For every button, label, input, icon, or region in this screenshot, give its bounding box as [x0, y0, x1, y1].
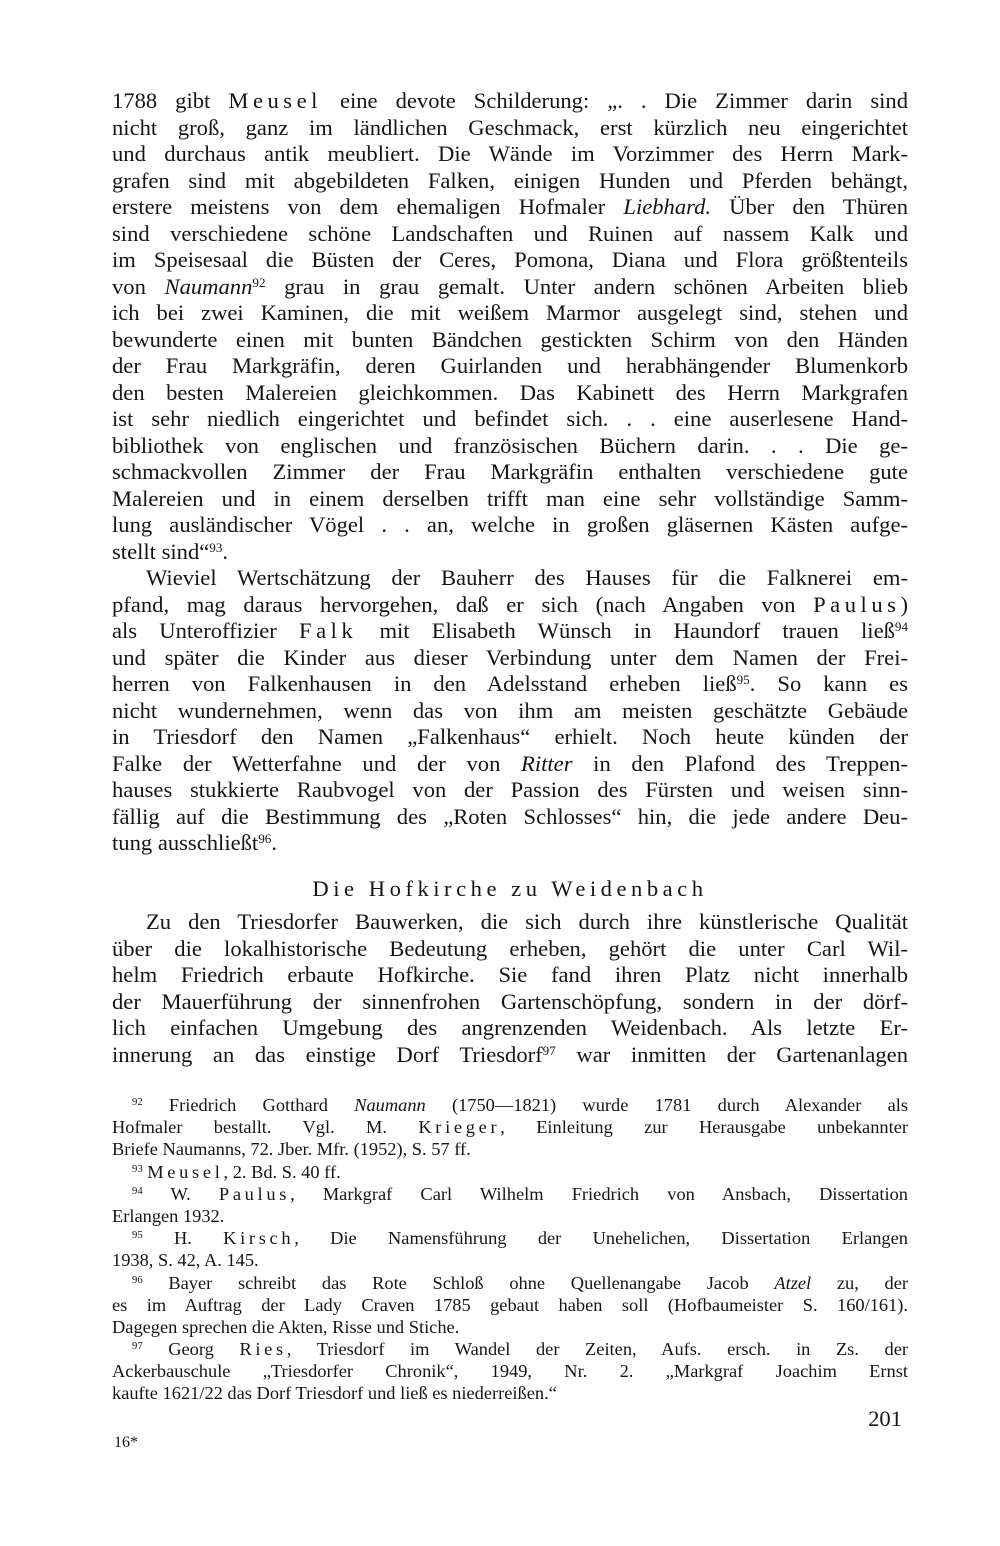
text-run: lung ausländischer Vögel . . an, welche in großen gläsernen Kästen aufge- [112, 512, 908, 537]
text-run: Dagegen sprechen die Akten, Risse und Stiche. [112, 1316, 460, 1337]
spaced-name: Krieger [418, 1117, 501, 1138]
text-run: über die lokalhistorische Bedeutung erheben, gehört die unter Carl Wil- [112, 935, 908, 961]
footnote-marker: 93 [209, 539, 223, 555]
text-run: der Mauerführung der sinnenfrohen Gartenschöpfung, sondern in der dörf- [112, 988, 908, 1014]
text-run: . [222, 538, 229, 564]
page-number: 201 [868, 1406, 902, 1431]
body-line [112, 168, 908, 195]
text-run: Ackerbauschule „Triesdorfer Chronik“, 1949, Nr. 2. „Markgraf Joachim Ernst [112, 1361, 908, 1382]
italic-name: Naumann [354, 1095, 426, 1115]
spaced-name: Paulus [218, 1183, 291, 1204]
text-run: hauses stukkierte Raubvogel von der Passion des Fürsten und weisen sinn- [112, 777, 908, 802]
body-line [112, 274, 908, 301]
text-run: . So kann es [749, 671, 908, 696]
footnote-line [112, 1094, 908, 1116]
footnote-line [112, 1338, 908, 1360]
footnote-line [112, 1183, 908, 1205]
text-run: Malereien und in einem derselben trifft man eine sehr vollständige Samm- [112, 485, 908, 511]
body-line [112, 512, 908, 539]
spaced-name: Ries [239, 1339, 287, 1360]
body-line [112, 804, 908, 831]
body-line [112, 380, 908, 407]
footnote-line [112, 1205, 908, 1227]
section-heading: Die Hofkirche zu Weidenbach [312, 876, 708, 901]
text-run: 1938, S. 42, A. 145. [112, 1250, 259, 1271]
footnote-line [112, 1161, 908, 1183]
text-run: eine devote Schilderung: „. . Die Zimmer darin sind [321, 88, 908, 113]
footnote-line [112, 1360, 908, 1382]
footnote-marker: 97 [132, 1340, 143, 1353]
text-run: und später die Kinder aus dieser Verbindung unter dem Namen der Frei- [112, 644, 908, 670]
text-run: (1750—1821) wurde 1781 durch Alexander als [425, 1095, 908, 1115]
text-run: helm Friedrich erbaute Hofkirche. Sie fand ihren Platz nicht innerhalb [112, 962, 908, 987]
footnote-marker: 95 [132, 1229, 143, 1242]
spaced-name: Meusel [228, 88, 322, 113]
italic-name: Naumann [164, 273, 253, 299]
text-run: ich bei zwei Kaminen, die mit weißem Marmor ausgelegt sind, stehen und [112, 300, 908, 325]
footnote-line [112, 1294, 908, 1316]
spaced-name: Paulus [813, 591, 901, 617]
text-run: erstere meistens von dem ehemaligen Hofmaler [112, 194, 624, 219]
body-line [112, 433, 908, 460]
italic-name: Liebhard. [623, 194, 712, 219]
footnote-line [112, 1249, 908, 1271]
italic-name: Atzel [774, 1272, 812, 1293]
text-run: kaufte 1621/22 das Dorf Triesdorf und ließ es niederreißen.“ [112, 1383, 557, 1404]
text-run: in Triesdorf den Namen „Falkenhaus“ erhielt. Noch heute künden der [112, 724, 908, 749]
body-text-section-2 [112, 909, 908, 1068]
footnote-marker: 97 [542, 1042, 556, 1058]
body-line [112, 486, 908, 513]
text-run: Georg [142, 1339, 240, 1360]
italic-name: Ritter [521, 750, 573, 776]
text-run: W. [142, 1183, 219, 1204]
printer-signature: 16* [114, 1434, 138, 1451]
text-run: nicht wundernehmen, wenn das von ihm am meisten geschätzte Gebäude [112, 697, 908, 723]
body-line [112, 989, 908, 1016]
text-run: Über den Thüren [711, 194, 908, 219]
text-run: herren von Falkenhausen in den Adelsstand erheben ließ [112, 671, 737, 696]
body-line [112, 724, 908, 751]
footnote-line [112, 1382, 908, 1404]
text-run: Hofmaler bestallt. Vgl. M. [112, 1117, 419, 1138]
text-run: H. [142, 1228, 224, 1249]
footnote-marker: 95 [736, 671, 750, 687]
text-run: es im Auftrag der Lady Craven 1785 gebaut haben soll (Hofbaumeister S. 160/161). [112, 1294, 908, 1315]
text-run: 1788 gibt [112, 88, 229, 113]
text-run: Bayer schreibt das Rote Schloß ohne Quellenangabe Jacob [142, 1272, 775, 1293]
body-text-section-1 [112, 88, 908, 857]
text-run: Briefe Naumanns, 72. Jber. Mfr. (1952), S. 57 ff. [112, 1139, 471, 1160]
text-run: grafen sind mit abgebildeten Falken, einigen Hunden und Pferden behängt, [112, 167, 908, 193]
text-run: bibliothek von englischen und französischen Büchern darin. . . Die ge- [112, 432, 908, 458]
body-line [112, 592, 908, 619]
body-line [112, 936, 908, 963]
body-line [112, 406, 908, 433]
footnote-line [112, 1116, 908, 1138]
text-run: schmackvollen Zimmer der Frau Markgräfin enthalten verschiedene gute [112, 459, 908, 484]
text-run: innerung an das einstige Dorf Triesdorf [112, 1041, 543, 1067]
body-line [112, 698, 908, 725]
text-run: Erlangen 1932. [112, 1205, 225, 1226]
text-run: , Markgraf Carl Wilhelm Friedrich von Ansbach, Dissertation [290, 1183, 908, 1204]
body-line [112, 777, 908, 804]
text-run: ) [900, 591, 908, 617]
text-run: stellt sind“ [112, 538, 210, 564]
text-run: nicht groß, ganz im ländlichen Geschmack, erst kürzlich neu eingerichtet [112, 114, 908, 140]
footnote-marker: 92 [132, 1096, 143, 1109]
body-line [112, 645, 908, 672]
body-line [112, 194, 908, 221]
body-line [112, 671, 908, 698]
text-run: . [271, 830, 277, 855]
body-line [112, 618, 908, 645]
footnotes [112, 1094, 908, 1405]
text-run: im Speisesaal die Büsten der Ceres, Pomona, Diana und Flora größtenteils [112, 247, 908, 272]
body-line [112, 565, 908, 592]
text-run: Friedrich Gotthard [142, 1095, 355, 1115]
body-line [112, 909, 908, 936]
text-run: tung ausschließt [112, 830, 259, 855]
text-run: als Unteroffizier [112, 618, 299, 643]
body-line [112, 141, 908, 168]
footnote-marker: 96 [132, 1273, 143, 1286]
text-run: Falke der Wetterfahne und der von [112, 750, 522, 776]
spaced-name: Kirsch [223, 1228, 295, 1249]
text-run: , Triesdorf im Wandel der Zeiten, Aufs. ersch. in Zs. der [286, 1339, 908, 1360]
body-line [112, 962, 908, 989]
text-run: mit Elisabeth Wünsch in Haundorf trauen ließ [357, 618, 895, 643]
text-run: lich einfachen Umgebung des angrenzenden Weidenbach. Als letzte Er- [112, 1015, 908, 1040]
body-line [112, 1042, 908, 1069]
text-run: von [112, 273, 165, 299]
footnote-marker: 92 [252, 274, 266, 290]
body-line [112, 751, 908, 778]
body-line [112, 88, 908, 115]
text-run: zu, der [811, 1272, 908, 1293]
text-run: Wieviel Wertschätzung der Bauherr des Hauses für die Falknerei em- [146, 565, 908, 590]
text-run: grau in grau gemalt. Unter andern schönen Arbeiten blieb [265, 273, 908, 299]
text-run: , 2. Bd. S. 40 ff. [223, 1161, 341, 1182]
text-run: war inmitten der Gartenanlagen [555, 1041, 908, 1067]
text-run: in den Plafond des Treppen- [572, 750, 908, 776]
footnote-marker: 93 [132, 1162, 143, 1175]
text-run: Zu den Triesdorfer Bauwerken, die sich durch ihre künstlerische Qualität [146, 909, 908, 934]
body-line [112, 327, 908, 354]
footnote-marker: 94 [132, 1184, 143, 1197]
body-line [112, 300, 908, 327]
text-run: sind verschiedene schöne Landschaften und Ruinen auf nassem Kalk und [112, 220, 908, 246]
body-line [112, 221, 908, 248]
body-line [112, 539, 908, 566]
text-run: pfand, mag daraus hervorgehen, daß er sich (nach Angaben von [112, 591, 814, 617]
text-run: , Die Namensführung der Unehelichen, Dissertation Erlangen [294, 1228, 908, 1249]
spaced-name: Falk [299, 618, 358, 643]
text-run: und durchaus antik meubliert. Die Wände im Vorzimmer des Herrn Mark- [112, 141, 908, 166]
text-run: , Einleitung zur Herausgabe unbekannter [500, 1117, 908, 1138]
body-line [112, 247, 908, 274]
body-line [112, 830, 908, 857]
footnote-marker: 94 [894, 618, 908, 634]
text-run: fällig auf die Bestimmung des „Roten Schlosses“ hin, die jede andere Deu- [112, 803, 908, 829]
footnote-line [112, 1138, 908, 1160]
body-line [112, 353, 908, 380]
body-line [112, 115, 908, 142]
text-run: ist sehr niedlich eingerichtet und befindet sich. . . eine auserlesene Hand- [112, 406, 908, 431]
body-line [112, 1015, 908, 1042]
footnote-line [112, 1272, 908, 1294]
footnote-line [112, 1227, 908, 1249]
body-line [112, 459, 908, 486]
text-run: bewunderte einen mit bunten Bändchen gestickten Schirm von den Händen [112, 326, 908, 352]
footnote-line [112, 1316, 908, 1338]
footnote-marker: 96 [258, 830, 272, 846]
text-run: den besten Malereien gleichkommen. Das Kabinett des Herrn Markgrafen [112, 379, 908, 405]
spaced-name: Meusel [147, 1161, 224, 1182]
text-run: der Frau Markgräfin, deren Guirlanden und herabhängender Blumenkorb [112, 353, 908, 378]
